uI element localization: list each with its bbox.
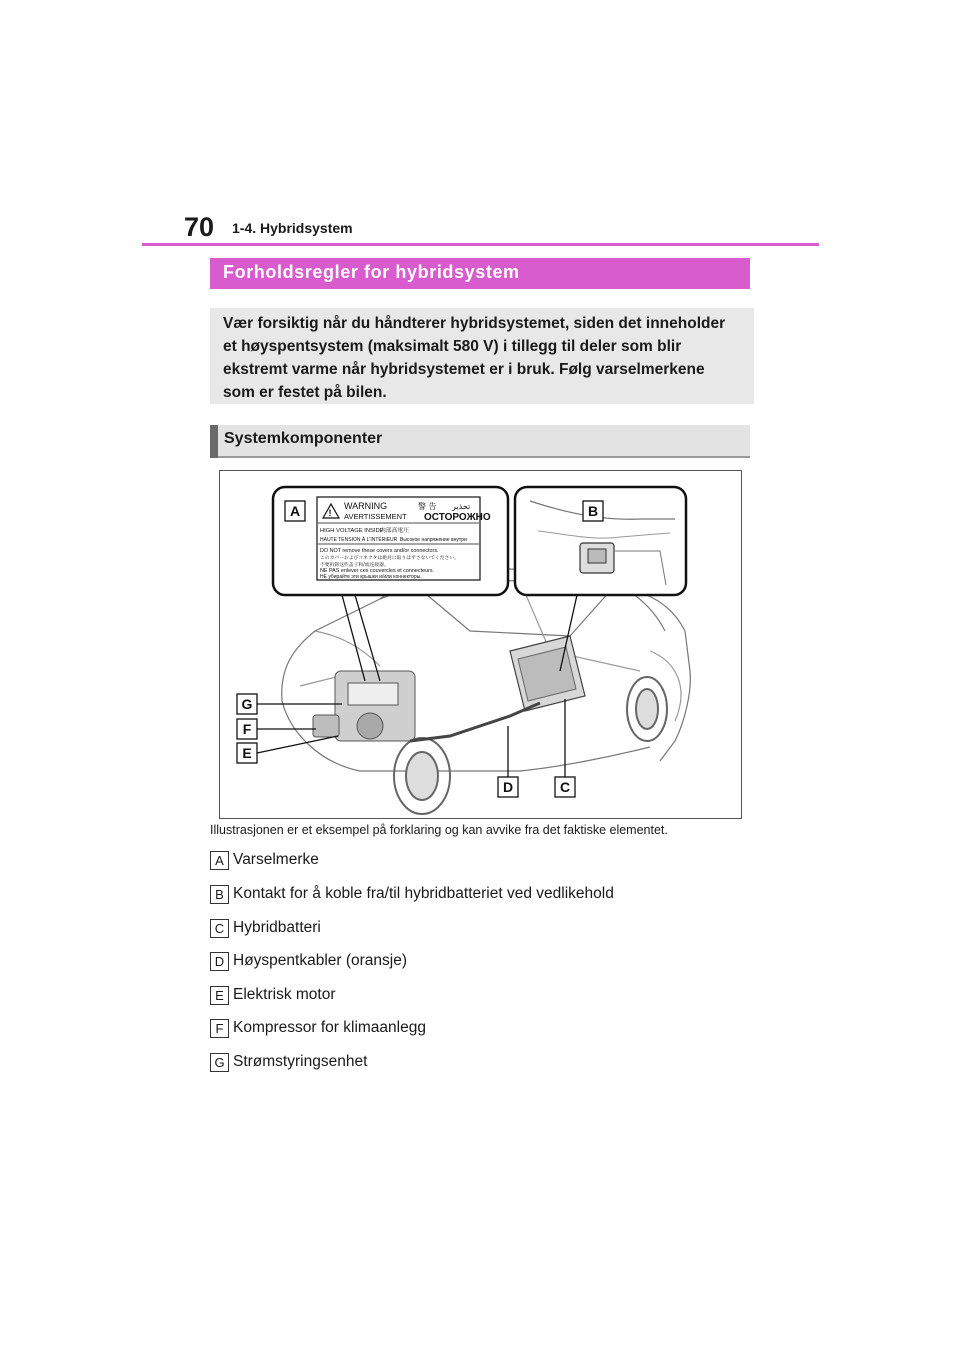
warning-box: [210, 308, 754, 404]
label-line-3: 不要拆卸这些盖子和/或连接器。: [320, 563, 389, 568]
label-warning-ar: تحذير: [452, 502, 471, 511]
legend-text: Strømstyringsenhet: [233, 1053, 368, 1070]
callout-f-letter: F: [242, 721, 252, 737]
label-line-1: DO NOT remove these covers and/or connectors.: [320, 548, 439, 554]
callout-a-letter: A: [289, 503, 301, 519]
warning-text: [223, 312, 748, 404]
callout-g: [237, 694, 257, 714]
subsection-accent: [210, 425, 218, 458]
section-title: Forholdsregler for hybridsystem: [223, 262, 520, 282]
callout-a: [285, 501, 305, 521]
warning-line: ekstremt varme når hybridsystemet er i bruk. Følg varselmerkene: [223, 361, 705, 378]
label-line-2: このカバーおよびコネクタは絶対に取りはずさないでください。: [320, 556, 460, 561]
legend-text: Høyspentkabler (oransje): [233, 952, 408, 969]
svg-text:!: !: [328, 508, 332, 518]
callout-b-letter: B: [587, 503, 599, 519]
warning-line: Vær forsiktig når du håndterer hybridsystemet, siden det inneholder: [223, 315, 726, 332]
legend-text: Kontakt for å koble fra/til hybridbatteriet ved vedlikehold: [233, 885, 614, 902]
warning-line: et høyspentsystem (maksimalt 580 V) i tillegg til deler som blir: [223, 338, 682, 355]
legend-text: Hybridbatteri: [233, 919, 321, 936]
callout-f: [237, 719, 257, 739]
label-line-4: NE PAS enlever ces couvercles et connecteurs.: [320, 568, 435, 574]
callout-g-letter: G: [241, 696, 253, 712]
legend-text: Elektrisk motor: [233, 986, 336, 1003]
label-hv-en: HIGH VOLTAGE INSIDE: [320, 528, 384, 534]
label-hv-jp: 内部高電圧: [380, 528, 409, 534]
car-illustration: [220, 471, 741, 818]
callout-e-letter: E: [242, 745, 252, 761]
hybrid-battery: [510, 636, 585, 711]
subsection-title: Systemkomponenter: [224, 430, 383, 447]
label-warning-ru: ОСТОРОЖНО: [424, 512, 491, 523]
legend-key: E: [210, 986, 229, 1005]
callout-d-letter: D: [502, 779, 514, 795]
legend-text: Varselmerke: [233, 851, 319, 868]
callout-c: [555, 777, 575, 797]
legend-text: Kompressor for klimaanlegg: [233, 1019, 426, 1036]
legend-key: C: [210, 919, 229, 938]
callout-d: [498, 777, 518, 797]
page-number: 70: [184, 212, 215, 242]
label-warning-jp: 警 告: [418, 502, 437, 511]
label-hv-ru: Высокое напряжение внутри: [400, 537, 467, 543]
label-warning-fr: AVERTISSEMENT: [344, 512, 407, 521]
label-line-5: НЕ убирайте эти крышки и/или коннекторы.: [320, 574, 422, 580]
callout-e: [237, 743, 257, 763]
legend-key: F: [210, 1019, 229, 1038]
label-hv-fr: HAUTE TENSION À L'INTÉRIEUR: [320, 537, 398, 543]
header-rule: [142, 243, 819, 246]
engine-bay: [313, 671, 415, 741]
callout-b: [583, 501, 603, 521]
subsection-title-bar: [210, 425, 750, 458]
section-title-bar: [210, 258, 750, 289]
chapter-title: 1-4. Hybridsystem: [232, 220, 353, 236]
warning-line: som er festet på bilen.: [223, 384, 387, 401]
legend-key: D: [210, 952, 229, 971]
legend-key: A: [210, 851, 229, 870]
label-callout-box: [273, 487, 508, 595]
components-figure: [219, 470, 742, 819]
label-warning-en: WARNING: [344, 501, 388, 511]
legend-key: G: [210, 1053, 229, 1072]
high-voltage-cable: [410, 703, 540, 741]
callout-c-letter: C: [559, 779, 571, 795]
legend-key: B: [210, 885, 229, 904]
figure-caption: Illustrasjonen er et eksempel på forklaring og kan avvike fra det faktiske elementet.: [210, 823, 668, 837]
